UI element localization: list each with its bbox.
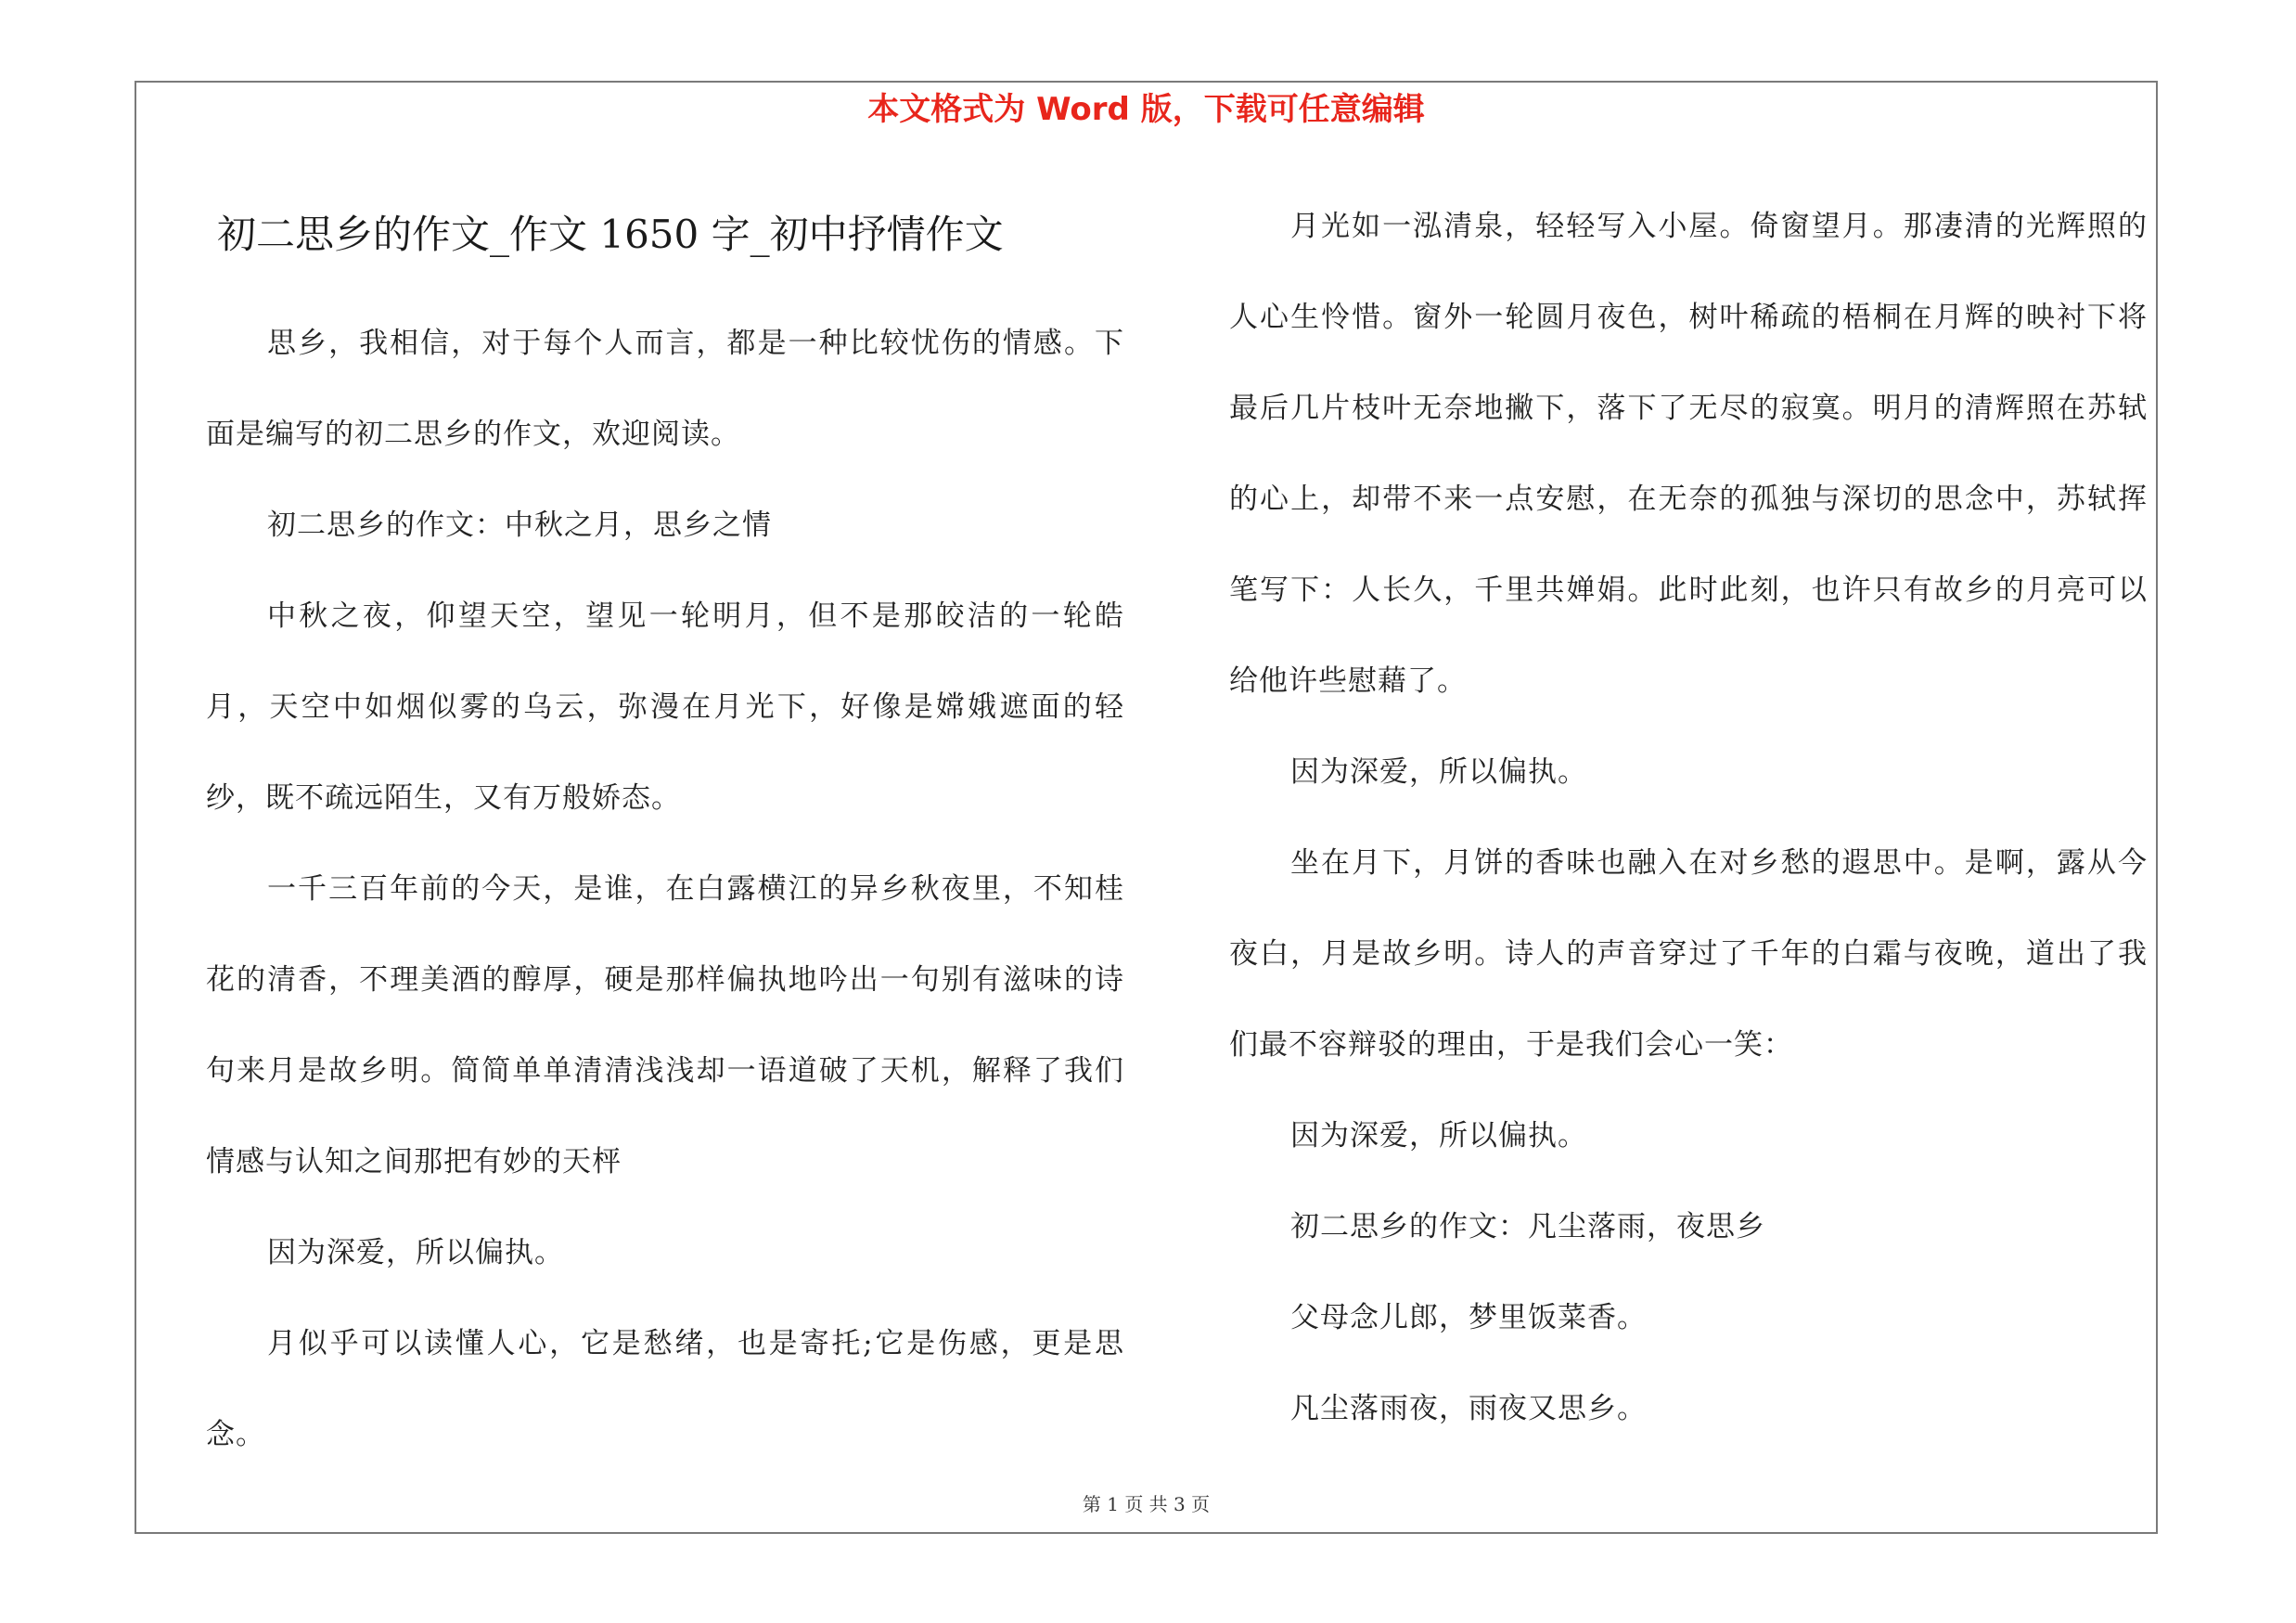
paragraph: 因为深爱，所以偏执。 bbox=[267, 1236, 564, 1269]
paragraph: 因为深爱，所以偏执。 bbox=[1290, 755, 1587, 789]
paragraph: 思乡，我相信，对于每个人而言，都是一种比较忧伤的情感。下面是编写的初二思乡的作文，欢迎阅读。 bbox=[206, 327, 1124, 451]
section-heading: 初二思乡的作文：中秋之月，思乡之情 bbox=[267, 509, 772, 542]
paragraph: 凡尘落雨夜，雨夜又思乡。 bbox=[1290, 1392, 1647, 1425]
paragraph: 月似乎可以读懂人心，它是愁绪，也是寄托;它是伤感，更是思念。 bbox=[206, 1327, 1124, 1451]
paragraph: 因为深爱，所以偏执。 bbox=[1290, 1119, 1587, 1153]
section-heading: 初二思乡的作文：凡尘落雨，夜思乡 bbox=[1290, 1210, 1765, 1243]
paragraph: 一千三百年前的今天，是谁，在白露横江的异乡秋夜里，不知桂花的清香，不理美酒的醇厚，硬是那样偏执地吟出一句别有滋味的诗句来月是故乡明。简简单单清清浅浅却一语道破了天机，解释了我们情感与认知之间那把有妙的天枰 bbox=[206, 872, 1124, 1179]
paragraph: 父母念儿郎，梦里饭菜香。 bbox=[1290, 1301, 1647, 1334]
paragraph: 中秋之夜，仰望天空，望见一轮明月，但不是那皎洁的一轮皓月，天空中如烟似雾的乌云，弥漫在月光下，好像是嫦娥遮面的轻纱，既不疏远陌生，又有万般娇态。 bbox=[206, 599, 1124, 815]
paragraph: 月光如一泓清泉，轻轻写入小屋。倚窗望月。那凄清的光辉照的人心生怜惜。窗外一轮圆月夜色，树叶稀疏的梧桐在月辉的映衬下将最后几片枝叶无奈地撇下，落下了无尽的寂寞。明月的清辉照在苏轼的心上，却带不来一点安慰，在无奈的孤独与深切的思念中，苏轼挥笔写下：人长久，千里共婵娟。此时此刻，也许只有故乡的月亮可以给他许些慰藉了。 bbox=[1229, 210, 2148, 698]
right-column bbox=[1229, 181, 2148, 1454]
document-title: 初二思乡的作文_作文 1650 字_初中抒情作文 bbox=[217, 212, 1004, 257]
paragraph: 坐在月下，月饼的香味也融入在对乡愁的遐思中。是啊，露从今夜白，月是故乡明。诗人的声音穿过了千年的白霜与夜晚，道出了我们最不容辩驳的理由，于是我们会心一笑： bbox=[1229, 846, 2148, 1062]
page-number: 第 1 页 共 3 页 bbox=[1082, 1493, 1211, 1515]
left-column bbox=[206, 190, 1124, 1480]
word-format-banner: 本文格式为 Word 版，下载可任意编辑 bbox=[867, 91, 1425, 128]
